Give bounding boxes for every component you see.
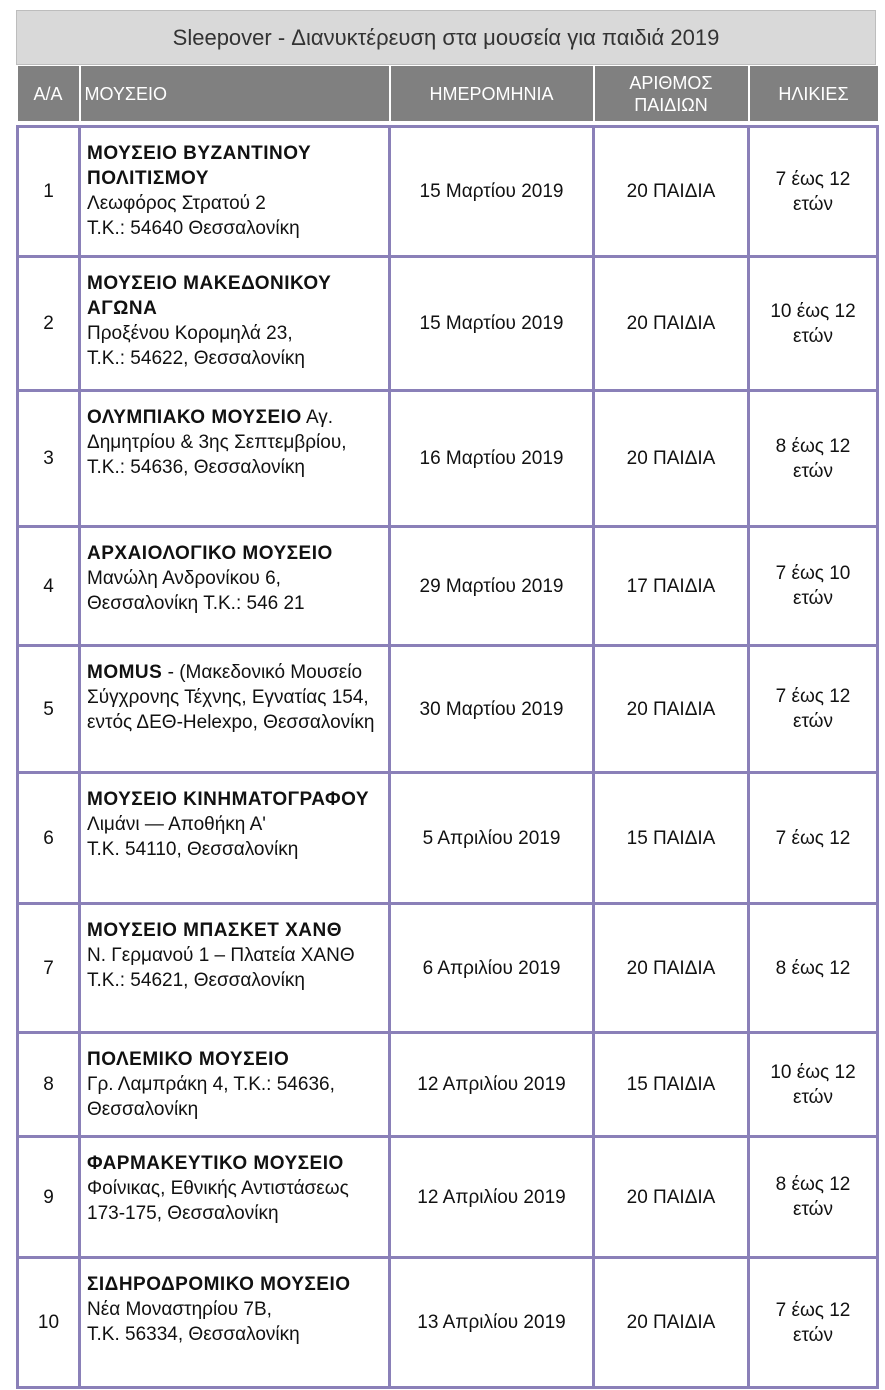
ages-cell: 8 έως 12 bbox=[749, 904, 878, 1033]
date-cell: 15 Μαρτίου 2019 bbox=[390, 127, 594, 257]
date-cell: 6 Απριλίου 2019 bbox=[390, 904, 594, 1033]
date-cell: 13 Απριλίου 2019 bbox=[390, 1258, 594, 1388]
museum-name: MOMUS bbox=[87, 662, 163, 683]
ages-cell: 10 έως 12 ετών bbox=[749, 1033, 878, 1137]
header-kids bbox=[594, 66, 749, 121]
museum-address: - (Μακεδονικό Μουσείο Σύγχρονης Τέχνης, Εγνατίας 154, εντός ΔΕΘ-Helexpo, Θεσσαλονίκη bbox=[87, 662, 375, 733]
museum-address: Γρ. Λαμπράκη 4, Τ.Κ.: 54636, Θεσσαλονίκη bbox=[87, 1074, 335, 1120]
museum-address: Φοίνικας, Εθνικής Αντιστάσεως 173-175, Θεσσαλονίκη bbox=[87, 1178, 349, 1224]
table-row bbox=[18, 773, 878, 904]
ages-cell: 8 έως 12 ετών bbox=[749, 391, 878, 527]
museum-cell bbox=[80, 1033, 390, 1137]
museum-address: Αγ. Δημητρίου & 3ης Σεπτεμβρίου, Τ.Κ.: 54636, Θεσσαλονίκη bbox=[87, 407, 347, 478]
date-cell: 29 Μαρτίου 2019 bbox=[390, 527, 594, 646]
table-row bbox=[18, 1033, 878, 1137]
table-row bbox=[18, 1258, 878, 1388]
table-row bbox=[18, 904, 878, 1033]
header-kids-line2: ΠΑΙΔΙΩΝ bbox=[634, 94, 708, 115]
museum-name: ΣΙΔΗΡΟΔΡΟΜΙΚΟ ΜΟΥΣΕΙΟ bbox=[87, 1274, 351, 1295]
table-row bbox=[18, 391, 878, 527]
kids-cell: 20 ΠΑΙΔΙΑ bbox=[594, 904, 749, 1033]
table-row bbox=[18, 257, 878, 391]
header-aa: Α/Α bbox=[18, 66, 80, 121]
museum-name: ΜΟΥΣΕΙΟ ΚΙΝΗΜΑΤΟΓΡΑΦΟΥ bbox=[87, 789, 370, 810]
table-row bbox=[18, 646, 878, 773]
museum-cell bbox=[80, 127, 390, 257]
museum-cell bbox=[80, 1137, 390, 1258]
ages-cell: 8 έως 12 ετών bbox=[749, 1137, 878, 1258]
date-cell: 5 Απριλίου 2019 bbox=[390, 773, 594, 904]
museum-cell bbox=[80, 773, 390, 904]
ages-cell: 7 έως 12 ετών bbox=[749, 127, 878, 257]
table-row bbox=[18, 127, 878, 257]
museum-name: ΜΟΥΣΕΙΟ ΜΠΑΣΚΕΤ ΧΑΝΘ bbox=[87, 920, 343, 941]
date-cell: 15 Μαρτίου 2019 bbox=[390, 257, 594, 391]
museums-table bbox=[16, 66, 879, 1389]
row-number: 1 bbox=[18, 127, 80, 257]
museum-cell bbox=[80, 257, 390, 391]
kids-cell: 20 ΠΑΙΔΙΑ bbox=[594, 1258, 749, 1388]
ages-cell: 7 έως 12 ετών bbox=[749, 1258, 878, 1388]
header-kids-line1: ΑΡΙΘΜΟΣ bbox=[629, 72, 713, 93]
ages-cell: 7 έως 10 ετών bbox=[749, 527, 878, 646]
museum-name: ΜΟΥΣΕΙΟ ΒΥΖΑΝΤΙΝΟΥ ΠΟΛΙΤΙΣΜΟΥ bbox=[87, 143, 312, 189]
row-number: 2 bbox=[18, 257, 80, 391]
museum-address: Ν. Γερμανού 1 – Πλατεία ΧΑΝΘ Τ.Κ.: 54621, Θεσσαλονίκη bbox=[87, 945, 355, 991]
kids-cell: 20 ΠΑΙΔΙΑ bbox=[594, 257, 749, 391]
date-cell: 12 Απριλίου 2019 bbox=[390, 1033, 594, 1137]
table-header-row bbox=[18, 66, 878, 121]
ages-cell: 10 έως 12 ετών bbox=[749, 257, 878, 391]
header-date: ΗΜΕΡΟΜΗΝΙΑ bbox=[390, 66, 594, 121]
date-cell: 30 Μαρτίου 2019 bbox=[390, 646, 594, 773]
date-cell: 12 Απριλίου 2019 bbox=[390, 1137, 594, 1258]
museum-name: ΦΑΡΜΑΚΕΥΤΙΚΟ ΜΟΥΣΕΙΟ bbox=[87, 1153, 344, 1174]
kids-cell: 20 ΠΑΙΔΙΑ bbox=[594, 1137, 749, 1258]
row-number: 4 bbox=[18, 527, 80, 646]
row-number: 8 bbox=[18, 1033, 80, 1137]
museum-address: Μανώλη Ανδρονίκου 6, Θεσσαλονίκη Τ.Κ.: 546 21 bbox=[87, 568, 305, 614]
row-number: 3 bbox=[18, 391, 80, 527]
kids-cell: 15 ΠΑΙΔΙΑ bbox=[594, 773, 749, 904]
museum-cell bbox=[80, 527, 390, 646]
museum-address: Λεωφόρος Στρατού 2 Τ.Κ.: 54640 Θεσσαλονίκη bbox=[87, 193, 300, 239]
header-museum: ΜΟΥΣΕΙΟ bbox=[80, 66, 390, 121]
museum-name: ΜΟΥΣΕΙΟ ΜΑΚΕΔΟΝΙΚΟΥ ΑΓΩΝΑ bbox=[87, 273, 332, 319]
kids-cell: 20 ΠΑΙΔΙΑ bbox=[594, 646, 749, 773]
museum-cell bbox=[80, 391, 390, 527]
museum-cell bbox=[80, 1258, 390, 1388]
row-number: 7 bbox=[18, 904, 80, 1033]
kids-cell: 20 ΠΑΙΔΙΑ bbox=[594, 391, 749, 527]
museum-address: Προξένου Κορομηλά 23, Τ.Κ.: 54622, Θεσσαλονίκη bbox=[87, 323, 305, 369]
museum-address: Λιμάνι — Αποθήκη Α' Τ.Κ. 54110, Θεσσαλονίκη bbox=[87, 814, 299, 860]
row-number: 9 bbox=[18, 1137, 80, 1258]
table-row bbox=[18, 527, 878, 646]
row-number: 6 bbox=[18, 773, 80, 904]
date-cell: 16 Μαρτίου 2019 bbox=[390, 391, 594, 527]
row-number: 5 bbox=[18, 646, 80, 773]
ages-cell: 7 έως 12 bbox=[749, 773, 878, 904]
header-ages: ΗΛΙΚΙΕΣ bbox=[749, 66, 878, 121]
kids-cell: 17 ΠΑΙΔΙΑ bbox=[594, 527, 749, 646]
row-number: 10 bbox=[18, 1258, 80, 1388]
museum-cell bbox=[80, 646, 390, 773]
museum-name: ΟΛΥΜΠΙΑΚΟ ΜΟΥΣΕΙΟ bbox=[87, 407, 302, 428]
museum-name: ΠΟΛΕΜΙΚΟ ΜΟΥΣΕΙΟ bbox=[87, 1049, 290, 1070]
kids-cell: 20 ΠΑΙΔΙΑ bbox=[594, 127, 749, 257]
ages-cell: 7 έως 12 ετών bbox=[749, 646, 878, 773]
table-row bbox=[18, 1137, 878, 1258]
page-title: Sleepover - Διανυκτέρευση στα μουσεία για παιδιά 2019 bbox=[16, 10, 876, 65]
museum-name: ΑΡΧΑΙΟΛΟΓΙΚΟ ΜΟΥΣΕΙΟ bbox=[87, 543, 333, 564]
museum-cell bbox=[80, 904, 390, 1033]
kids-cell: 15 ΠΑΙΔΙΑ bbox=[594, 1033, 749, 1137]
museum-address: Νέα Μοναστηρίου 7Β, Τ.Κ. 56334, Θεσσαλονίκη bbox=[87, 1299, 300, 1345]
